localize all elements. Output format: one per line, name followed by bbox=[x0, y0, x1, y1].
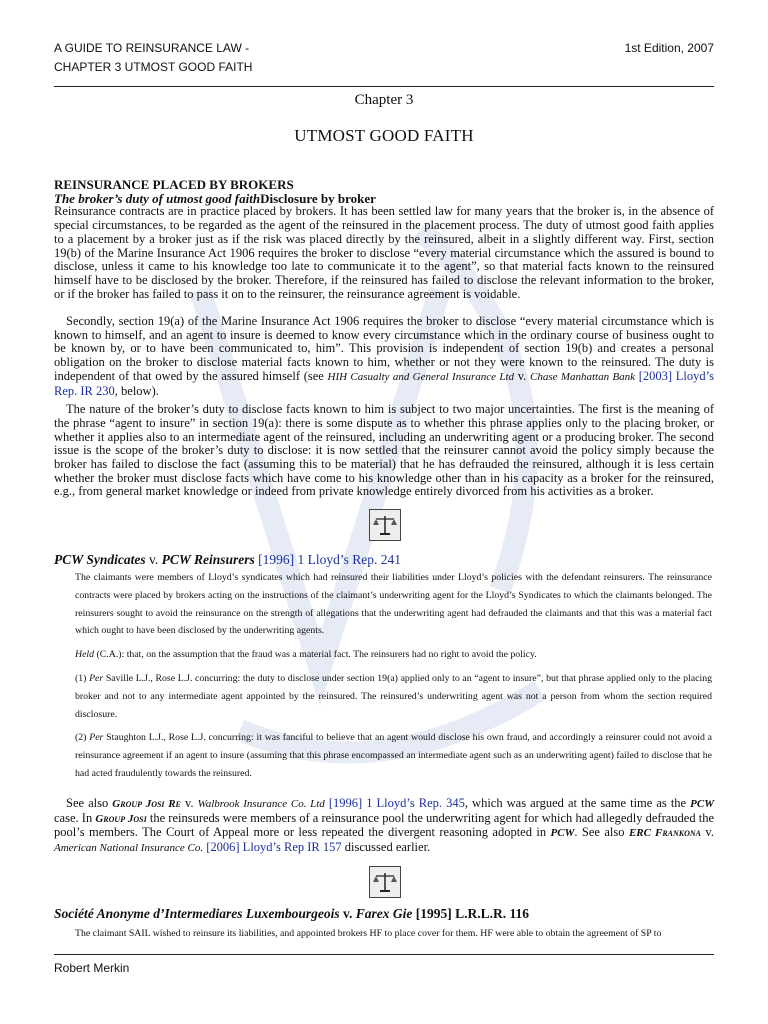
versus: v. bbox=[514, 368, 531, 383]
case-ref-ani: American National Insurance Co. bbox=[54, 842, 204, 855]
section-heading: REINSURANCE PLACED BY BROKERS bbox=[54, 177, 294, 192]
case-title-sail bbox=[54, 906, 529, 922]
citation-link-josi[interactable]: [1996] 1 Lloyd’s Rep. 345 bbox=[324, 796, 465, 810]
point-text: Staughton L.J., Rose L.J. concurring: it was fanciful to believe that an agent would disclose his own fraud, and accordingly a reinsurer could not avoid a reinsurance agreement if an agent to insure (assuming that this phrase encompassed an intermediate agent such as an underwriting agent) failed to disclose that he had acted fraudulently towards the reinsured. bbox=[75, 732, 712, 779]
chapter-title: UTMOST GOOD FAITH bbox=[294, 126, 474, 145]
case-party-a: PCW Syndicates bbox=[54, 552, 146, 567]
see-also-paragraph bbox=[54, 797, 714, 856]
footer-author: Robert Merkin bbox=[54, 961, 130, 975]
case-point-1 bbox=[75, 670, 712, 723]
case-ref-chase: Chase Manhattan Bank bbox=[530, 370, 636, 383]
versus: v. bbox=[180, 796, 198, 810]
case-ref-josi: Group Josi Re bbox=[112, 798, 181, 810]
point-number: (2) bbox=[75, 732, 90, 744]
versus: v. bbox=[145, 552, 162, 567]
versus: v. bbox=[701, 825, 714, 840]
citation-link-erc[interactable]: [2006] Lloyd’s Rep IR 157 bbox=[203, 840, 342, 855]
case-party-b: PCW Reinsurers bbox=[161, 552, 255, 567]
versus: v. bbox=[339, 906, 356, 921]
case-summary-pcw bbox=[75, 569, 712, 789]
scales-of-justice-icon bbox=[369, 866, 401, 898]
case-facts: The claimants were members of Lloyd’s syndicates which had reinsured their liabilities under Lloyd’s policies with the defendant reinsurers. The reinsurance contracts were placed by brokers acting on the instructions of the claimant’s underwriting agent for the Lloyd’s Syndicates to which the claimants belonged. The reinsurers sought to avoid the reinsurance on the strength of allegations that the underwriting agent had defrauded the claimants and that this was a material fact which ought to have been disclosed by the underwriting agents. bbox=[75, 572, 712, 637]
see-also-text: , which was argued at the same time as the bbox=[464, 796, 691, 810]
chapter-number: Chapter 3 bbox=[354, 92, 414, 108]
subheading-bold: Disclosure by broker bbox=[260, 190, 376, 206]
case-ref-erc: ERC Frankona bbox=[628, 827, 701, 840]
subheading-italic: The broker’s duty of utmost good faith bbox=[54, 190, 261, 206]
citation-link-hih[interactable]: [2003] Lloyd’s Rep. IR 230 bbox=[54, 368, 714, 398]
paragraph-2-text: Secondly, section 19(a) of the Marine Insurance Act 1906 requires the broker to disclose “every material circumstance which is known to himself, and an agent to insure is deemed to know every circumstance which in the ordinary course of business ought to be known by, or to have been communicated to, him”. This provision is independent of section 19(b) and creates a personal obligation on the broker to disclose material facts known to him, whether or not they were known to the reinsured. The duty is independent of that owed by the assured himself (see bbox=[54, 314, 714, 383]
case-ref-pcw: PCW bbox=[550, 827, 575, 840]
section-subheading bbox=[54, 192, 714, 206]
paragraph-2 bbox=[54, 315, 714, 398]
point-text: Saville L.J., Rose L.J. concurring: the duty to disclose under section 19(a) applied only to an “agent to insure”, but that phrase applied only to the placing broker and not to any intermediate agent appointed by the reinsured. The reinsured’s underwriting agent was not a person from whom the section required disclosure. bbox=[75, 672, 712, 720]
paragraph-3: The nature of the broker’s duty to disclose facts known to him is subject to two major uncertainties. The first is the meaning of the phrase “agent to insure” in section 19(a): there is some dispute as to whether this phrase applies only to the placing broker, or whether it applies also to an intermediate agent of the reinsured, including an underwriting agent or a producing broker. The second issue is the scope of the broker’s duty to disclose: it is now settled that the reinsurer cannot avoid the policy simply because the broker has failed to disclose the fact (assuming this to be material) that he has defrauded the reinsured, although it is less certain whether the broker must disclose facts which have come to his knowledge other than in his capacity as a broker for the reinsured, e.g., from general market knowledge or indeed from private knowledge entirely divorced from his activities as a broker. bbox=[54, 402, 714, 499]
paragraph-2-end: , below). bbox=[114, 383, 159, 398]
case-party-b: Farex Gie bbox=[355, 906, 413, 921]
see-also-text: the reinsureds were members of a reinsurance pool the underwriting agent for which had allegedly defrauded the pool’s members. The Court of Appeal more or less repeated the divergent reasoning adopted in bbox=[54, 810, 715, 840]
case-ref-walbrook: Walbrook Insurance Co. Ltd bbox=[197, 798, 325, 810]
held-label: Held bbox=[75, 649, 95, 661]
held-text: (C.A.): that, on the assumption that the fraud was a material fact. The reinsurers had no right to avoid the policy. bbox=[94, 649, 537, 661]
case-facts: The claimant SAIL wished to reinsure its liabilities, and appointed brokers HF to place cover for them. HF were able to obtain the agreement of SP to bbox=[75, 928, 662, 939]
header-divider bbox=[54, 86, 714, 87]
citation-link-pcw[interactable]: [1996] 1 Lloyd’s Rep. 241 bbox=[254, 552, 402, 567]
section-intro bbox=[54, 178, 714, 301]
case-ref-hih: HIH Casualty and General Insurance Ltd bbox=[327, 370, 515, 383]
per-label: Per bbox=[89, 732, 104, 744]
point-number: (1) bbox=[75, 672, 90, 684]
see-also-end: discussed earlier. bbox=[341, 840, 431, 855]
see-also-lead: See also bbox=[66, 796, 113, 810]
header-title-line2: CHAPTER 3 UTMOST GOOD FAITH bbox=[54, 60, 253, 74]
footer-divider bbox=[54, 954, 714, 955]
case-summary-sail bbox=[75, 925, 712, 949]
header-title-line1: A GUIDE TO REINSURANCE LAW - bbox=[54, 41, 250, 55]
case-held bbox=[75, 646, 712, 664]
case-citation: [1995] L.R.L.R. 116 bbox=[412, 906, 530, 921]
section-body bbox=[54, 315, 714, 504]
case-party-a: Société Anonyme d’Intermediares Luxembourgeois bbox=[54, 906, 340, 921]
see-also-text: . See also bbox=[574, 825, 629, 840]
see-also-text: case. In bbox=[54, 810, 96, 825]
per-label: Per bbox=[89, 672, 104, 684]
case-point-2 bbox=[75, 729, 712, 782]
scales-of-justice-icon bbox=[369, 509, 401, 541]
header-edition: 1st Edition, 2007 bbox=[624, 41, 714, 55]
case-ref-josi-short: Group Josi bbox=[95, 812, 147, 825]
case-ref-pcw: PCW bbox=[690, 798, 714, 810]
case-title-pcw bbox=[54, 552, 401, 568]
paragraph-1: Reinsurance contracts are in practice placed by brokers. It has been settled law for many years that the broker is, in the absence of special circumstances, to be regarded as the agent of the reinsured in the placement process. The duty of utmost good faith applies to a placement by a broker just as if the risk was placed directly by the reinsured, albeit in a slightly different way. First, section 19(b) of the Marine Insurance Act 1906 requires the broker to disclose “every material circumstance which the assured is bound to disclose, unless it came to his knowledge too late to communicate it to the agent”, so that material facts known to the reinsured himself have to be disclosed by the broker. Therefore, if the reinsured has failed to disclose the relevant information to the broker, or if the broker has failed to pass it on to the reinsurer, the reinsurance agreement is voidable. bbox=[54, 204, 714, 301]
